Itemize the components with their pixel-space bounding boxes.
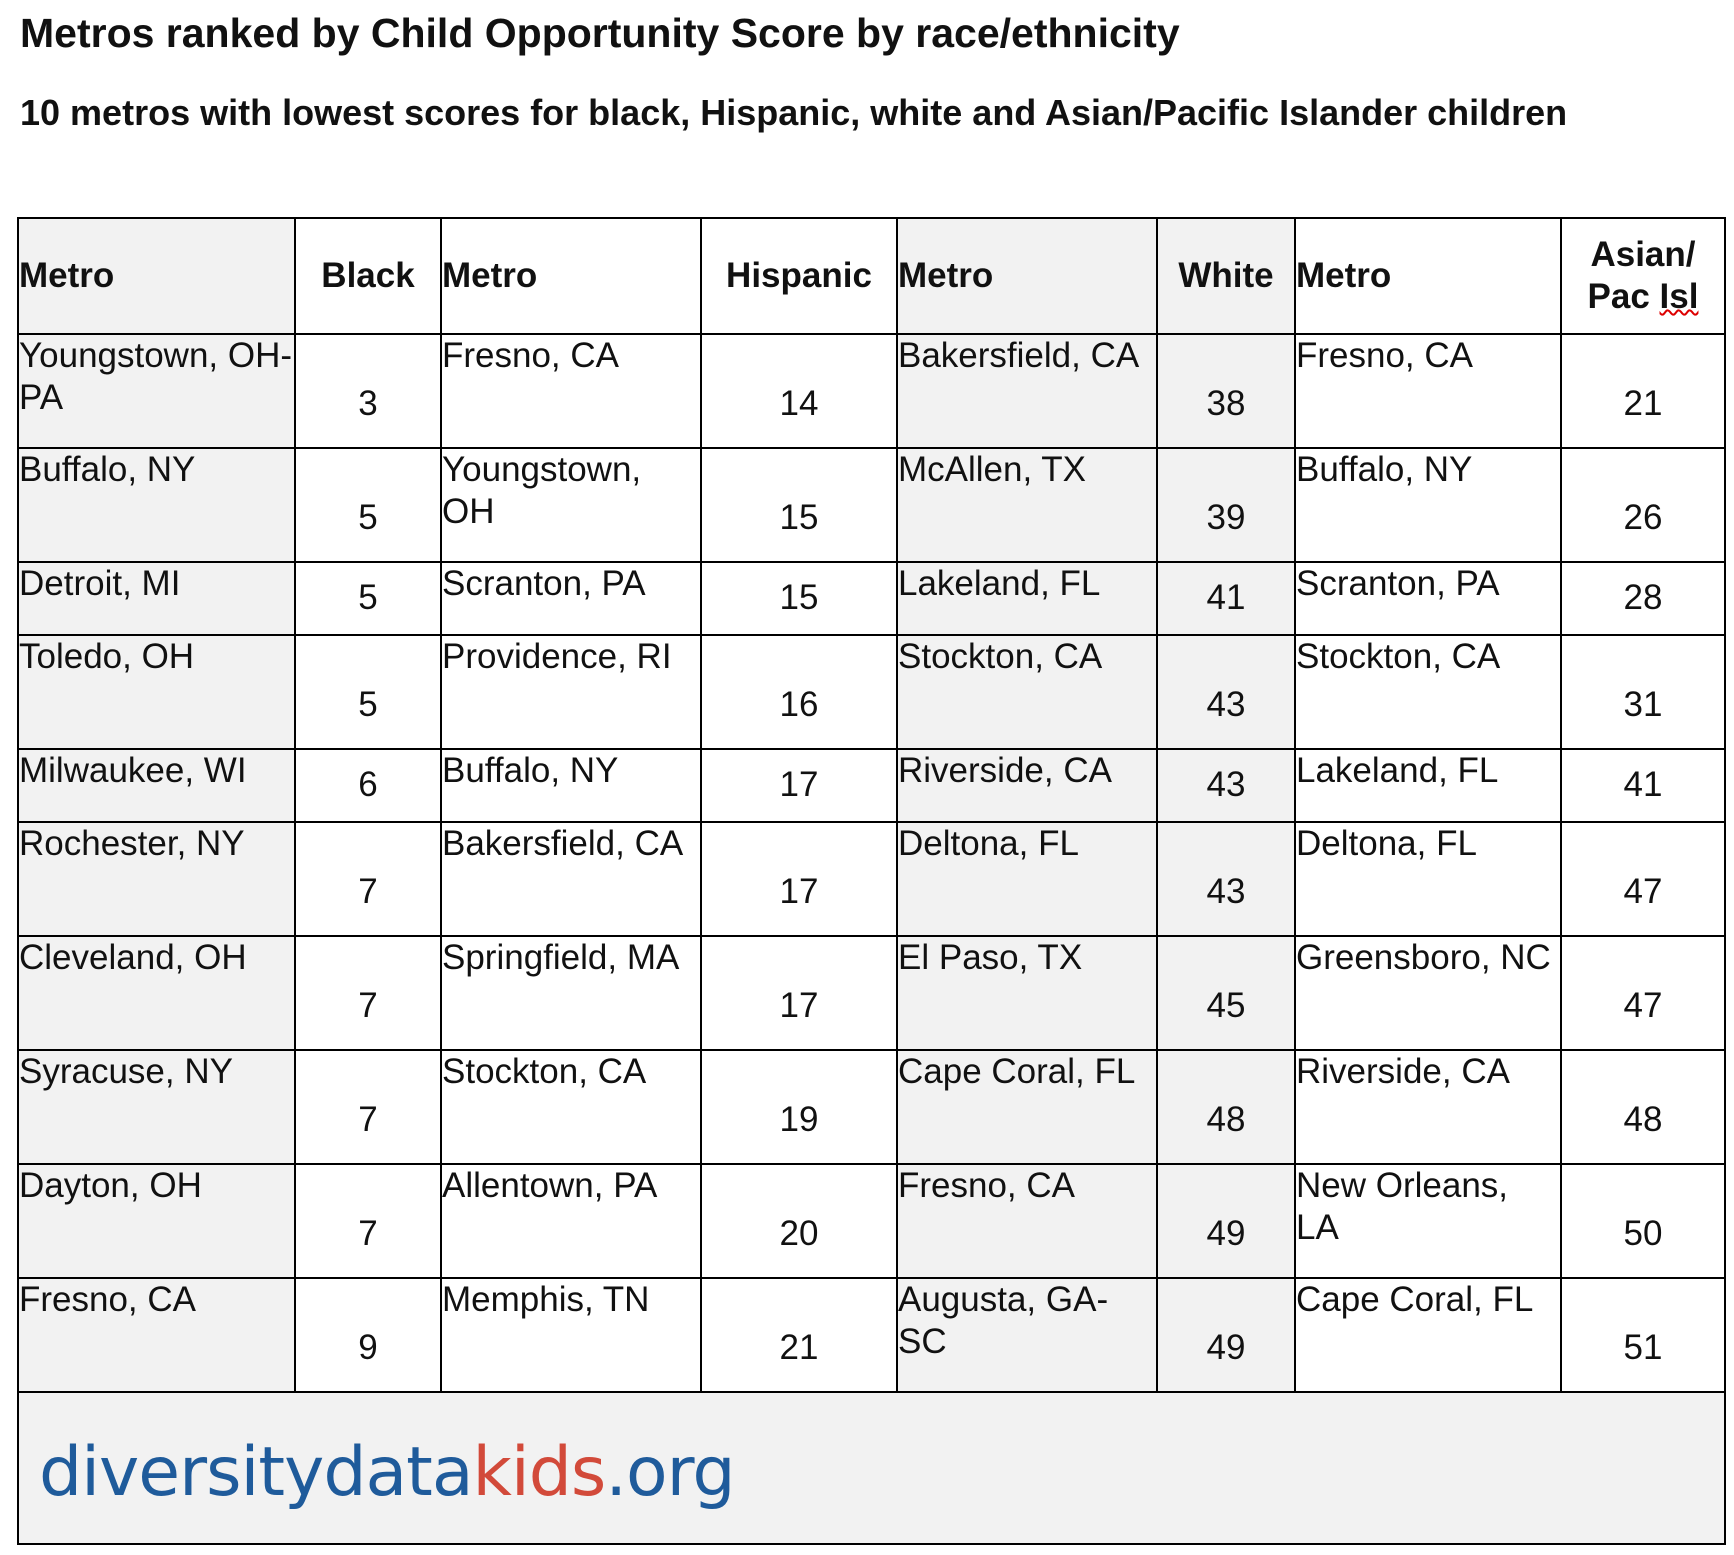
cell-metro-black: Cleveland, OH <box>18 936 295 1050</box>
cell-metro-asian: Fresno, CA <box>1295 334 1561 448</box>
cell-score-black: 5 <box>295 448 441 562</box>
cell-score-asian: 47 <box>1561 822 1725 936</box>
header-asian-pac-isl <box>1561 218 1725 334</box>
cell-score-hispanic: 15 <box>701 562 897 635</box>
cell-score-hispanic: 16 <box>701 635 897 749</box>
header-white: White <box>1157 218 1295 334</box>
header-metro-asian: Metro <box>1295 218 1561 334</box>
cell-score-black: 3 <box>295 334 441 448</box>
logo-part-org: .org <box>605 1432 735 1512</box>
cell-score-hispanic: 15 <box>701 448 897 562</box>
cell-metro-white: Lakeland, FL <box>897 562 1157 635</box>
cell-score-asian: 28 <box>1561 562 1725 635</box>
table-row <box>18 822 1725 936</box>
cell-score-hispanic: 21 <box>701 1278 897 1392</box>
cell-score-hispanic: 14 <box>701 334 897 448</box>
cell-metro-black: Fresno, CA <box>18 1278 295 1392</box>
cell-score-black: 6 <box>295 749 441 822</box>
cell-score-black: 7 <box>295 936 441 1050</box>
cell-metro-asian: Deltona, FL <box>1295 822 1561 936</box>
cell-metro-hispanic: Scranton, PA <box>441 562 701 635</box>
page-subtitle: 10 metros with lowest scores for black, Hispanic, white and Asian/Pacific Islander children <box>20 92 1568 133</box>
cell-score-white: 49 <box>1157 1164 1295 1278</box>
cell-score-white: 43 <box>1157 822 1295 936</box>
cell-score-hispanic: 19 <box>701 1050 897 1164</box>
header-asian-line2-pre: Pac <box>1587 277 1660 316</box>
cell-metro-asian: Buffalo, NY <box>1295 448 1561 562</box>
cell-score-asian: 50 <box>1561 1164 1725 1278</box>
cell-score-black: 9 <box>295 1278 441 1392</box>
cell-score-asian: 26 <box>1561 448 1725 562</box>
cell-score-white: 45 <box>1157 936 1295 1050</box>
header-metro-hispanic: Metro <box>441 218 701 334</box>
footer-row <box>18 1392 1725 1544</box>
cell-metro-black: Rochester, NY <box>18 822 295 936</box>
header-metro-black: Metro <box>18 218 295 334</box>
logo-part-kids: kids <box>472 1432 606 1512</box>
cell-score-white: 48 <box>1157 1050 1295 1164</box>
table-row <box>18 1164 1725 1278</box>
cell-score-white: 41 <box>1157 562 1295 635</box>
cell-metro-asian: Scranton, PA <box>1295 562 1561 635</box>
header-row <box>18 218 1725 334</box>
cell-score-hispanic: 17 <box>701 822 897 936</box>
table-row <box>18 334 1725 448</box>
cell-metro-asian: Riverside, CA <box>1295 1050 1561 1164</box>
cell-metro-black: Toledo, OH <box>18 635 295 749</box>
cell-metro-black: Youngstown, OH-PA <box>18 334 295 448</box>
cell-metro-hispanic: Buffalo, NY <box>441 749 701 822</box>
cell-score-white: 43 <box>1157 635 1295 749</box>
diversitydatakids-logo <box>39 1433 735 1512</box>
cell-metro-asian: Greensboro, NC <box>1295 936 1561 1050</box>
cell-score-black: 7 <box>295 822 441 936</box>
cell-metro-white: McAllen, TX <box>897 448 1157 562</box>
table-row <box>18 936 1725 1050</box>
cell-metro-white: Riverside, CA <box>897 749 1157 822</box>
table-row <box>18 562 1725 635</box>
cell-metro-hispanic: Fresno, CA <box>441 334 701 448</box>
cell-metro-hispanic: Allentown, PA <box>441 1164 701 1278</box>
table-row <box>18 1278 1725 1392</box>
header-black: Black <box>295 218 441 334</box>
cell-metro-hispanic: Stockton, CA <box>441 1050 701 1164</box>
cell-metro-hispanic: Providence, RI <box>441 635 701 749</box>
cell-score-hispanic: 17 <box>701 936 897 1050</box>
header-metro-white: Metro <box>897 218 1157 334</box>
cell-metro-black: Dayton, OH <box>18 1164 295 1278</box>
cell-metro-white: Stockton, CA <box>897 635 1157 749</box>
cell-metro-black: Syracuse, NY <box>18 1050 295 1164</box>
table-row <box>18 635 1725 749</box>
cell-metro-white: Cape Coral, FL <box>897 1050 1157 1164</box>
cell-score-black: 5 <box>295 562 441 635</box>
cell-metro-white: Deltona, FL <box>897 822 1157 936</box>
cell-score-white: 39 <box>1157 448 1295 562</box>
table-row <box>18 749 1725 822</box>
cell-score-white: 38 <box>1157 334 1295 448</box>
cell-metro-black: Milwaukee, WI <box>18 749 295 822</box>
cell-score-black: 5 <box>295 635 441 749</box>
cell-score-black: 7 <box>295 1164 441 1278</box>
logo-part-diversitydata: diversitydata <box>39 1432 473 1512</box>
cell-metro-white: Augusta, GA-SC <box>897 1278 1157 1392</box>
cell-score-asian: 31 <box>1561 635 1725 749</box>
cell-metro-black: Buffalo, NY <box>18 448 295 562</box>
cell-metro-asian: Lakeland, FL <box>1295 749 1561 822</box>
cell-metro-hispanic: Bakersfield, CA <box>441 822 701 936</box>
cell-score-hispanic: 17 <box>701 749 897 822</box>
cell-metro-hispanic: Springfield, MA <box>441 936 701 1050</box>
table-row <box>18 1050 1725 1164</box>
cell-metro-hispanic: Memphis, TN <box>441 1278 701 1392</box>
header-asian-line1: Asian/ <box>1590 235 1696 274</box>
cell-score-white: 43 <box>1157 749 1295 822</box>
cell-score-hispanic: 20 <box>701 1164 897 1278</box>
cell-score-asian: 41 <box>1561 749 1725 822</box>
cell-score-asian: 47 <box>1561 936 1725 1050</box>
header-asian-line2-word: Isl <box>1659 277 1699 316</box>
table-row <box>18 448 1725 562</box>
cell-score-asian: 51 <box>1561 1278 1725 1392</box>
opportunity-score-table <box>17 217 1726 1545</box>
footer-cell <box>18 1392 1725 1544</box>
cell-score-asian: 21 <box>1561 334 1725 448</box>
cell-metro-asian: Cape Coral, FL <box>1295 1278 1561 1392</box>
cell-score-black: 7 <box>295 1050 441 1164</box>
cell-score-asian: 48 <box>1561 1050 1725 1164</box>
cell-score-white: 49 <box>1157 1278 1295 1392</box>
cell-metro-black: Detroit, MI <box>18 562 295 635</box>
cell-metro-white: El Paso, TX <box>897 936 1157 1050</box>
cell-metro-white: Fresno, CA <box>897 1164 1157 1278</box>
cell-metro-hispanic: Youngstown, OH <box>441 448 701 562</box>
cell-metro-white: Bakersfield, CA <box>897 334 1157 448</box>
cell-metro-asian: Stockton, CA <box>1295 635 1561 749</box>
cell-metro-asian: New Orleans, LA <box>1295 1164 1561 1278</box>
page-title: Metros ranked by Child Opportunity Score by race/ethnicity <box>20 10 1180 56</box>
header-hispanic: Hispanic <box>701 218 897 334</box>
table-body <box>18 334 1725 1392</box>
